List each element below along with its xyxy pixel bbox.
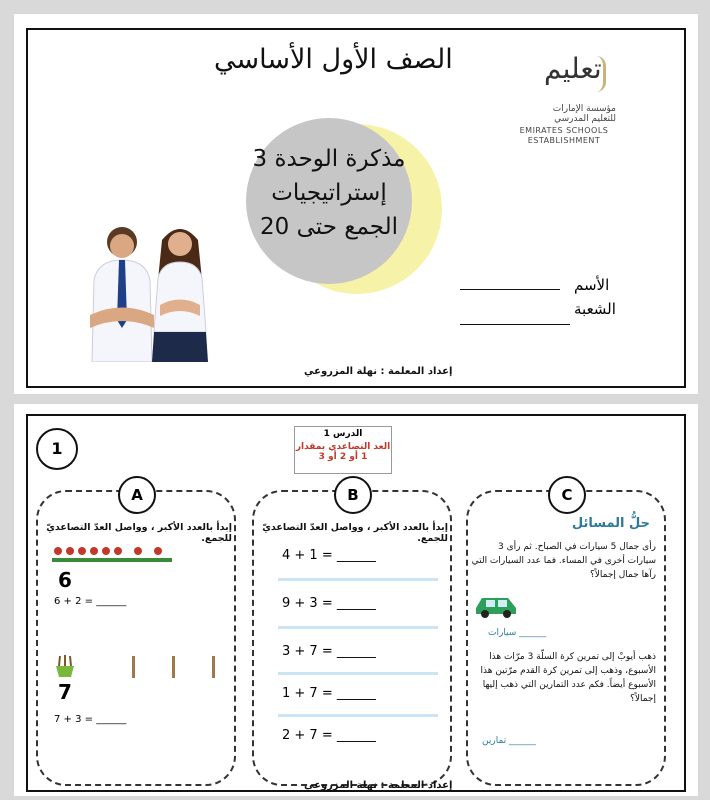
logo-ar-line2: للتعليم المدرسي <box>554 114 616 124</box>
problem-2-text: ذهب أيوبْ إلى تمرين كرة السلّة 3 مرّات هذا الأسبوع، وذهب إلى تمرين كرة القدم مرّتين هذا الأسبوع أيضاً. فكم عدد التمارين التي ذهب إليها إجمالاً؟ <box>480 652 656 704</box>
logo-en-line2: ESTABLISHMENT <box>527 136 601 145</box>
answer-1-field: ______ سيارات <box>488 628 547 638</box>
exercise-box-c <box>466 486 666 786</box>
box-c-badge: C <box>548 476 586 514</box>
exercise-box-a <box>36 486 236 786</box>
unit-subtitle-2: الجمع حتى 20 <box>259 214 398 240</box>
page-number: 1 <box>36 428 78 470</box>
separator-1 <box>278 578 438 581</box>
answer-2-field: ______ تمارين <box>482 736 537 746</box>
lesson-box <box>294 426 392 474</box>
unit-title: مذكرة الوحدة 3 <box>252 146 406 172</box>
box-a-num2: 7 <box>58 680 72 704</box>
flowers-icon <box>52 544 172 564</box>
box-a-eq1: 6 + 2 = ______ <box>54 596 127 607</box>
logo-arabic-text <box>524 104 616 124</box>
separator-2 <box>278 626 438 629</box>
logo-english-text <box>514 126 614 146</box>
basket-icon <box>54 654 76 678</box>
box-a-badge: A <box>118 476 156 514</box>
logo-arc-icon <box>596 56 606 92</box>
box-b-badge: B <box>334 476 372 514</box>
lesson-line1: العد التصاعدي بمقدار <box>295 442 391 452</box>
box-b-eq5: 2 + 7 = ______ <box>282 728 376 743</box>
box-a-num1: 6 <box>58 568 72 592</box>
name-label: الأسم <box>574 276 610 294</box>
logo-ar-line1: مؤسسة الإمارات <box>552 104 616 114</box>
box-a-eq2: 7 + 3 = ______ <box>54 714 127 725</box>
box-b-instruction: إبدأ بالعدد الأكبر ، وواصل العدّ التصاعديّ للجمع. <box>262 522 448 544</box>
logo-en-line1: EMIRATES SCHOOLS <box>519 126 609 135</box>
box-b-eq2: 9 + 3 = ______ <box>282 596 376 611</box>
unit-circle-text <box>246 142 412 244</box>
logo-word: تعليم <box>544 52 602 85</box>
separator-4 <box>278 714 438 717</box>
separator-3 <box>278 672 438 675</box>
students-illustration <box>80 220 220 362</box>
sticks-icon <box>128 652 228 682</box>
name-line <box>460 289 560 290</box>
car-icon <box>474 592 518 618</box>
problem-1-text: رأى جمال 5 سيارات في الصباح. ثم رأى 3 سيارات أخرى في المساء. فما عدد السيارات التي رآها جمال إجمالاً؟ <box>471 542 656 580</box>
worksheet-page <box>14 404 698 796</box>
exercise-box-b <box>252 486 452 786</box>
unit-subtitle-1: إستراتيجيات <box>271 180 387 206</box>
class-line <box>460 324 570 325</box>
box-b-eq1: 4 + 1 = ______ <box>282 548 376 563</box>
box-a-instruction: إبدأ بالعدد الأكبر ، وواصل العدّ التصاعديّ للجمع. <box>46 522 232 544</box>
box-b-eq4: 1 + 7 = ______ <box>282 686 376 701</box>
lesson-line2: 1 أو 2 أو 3 <box>318 452 368 462</box>
lesson-title: الدرس 1 <box>323 429 363 439</box>
box-b-eq3: 3 + 7 = ______ <box>282 644 376 659</box>
cover-page <box>14 14 698 394</box>
cover-footer: إعداد المعلمة : نهلة المزروعي <box>304 366 453 377</box>
problem-solving-title: حلُّ المسائل <box>571 516 650 531</box>
worksheet-footer: إعداد المعلمة : نهلة المزروعي <box>304 780 453 791</box>
class-label: الشعبة <box>574 300 616 318</box>
page-title: الصف الأول الأساسي <box>214 44 453 75</box>
